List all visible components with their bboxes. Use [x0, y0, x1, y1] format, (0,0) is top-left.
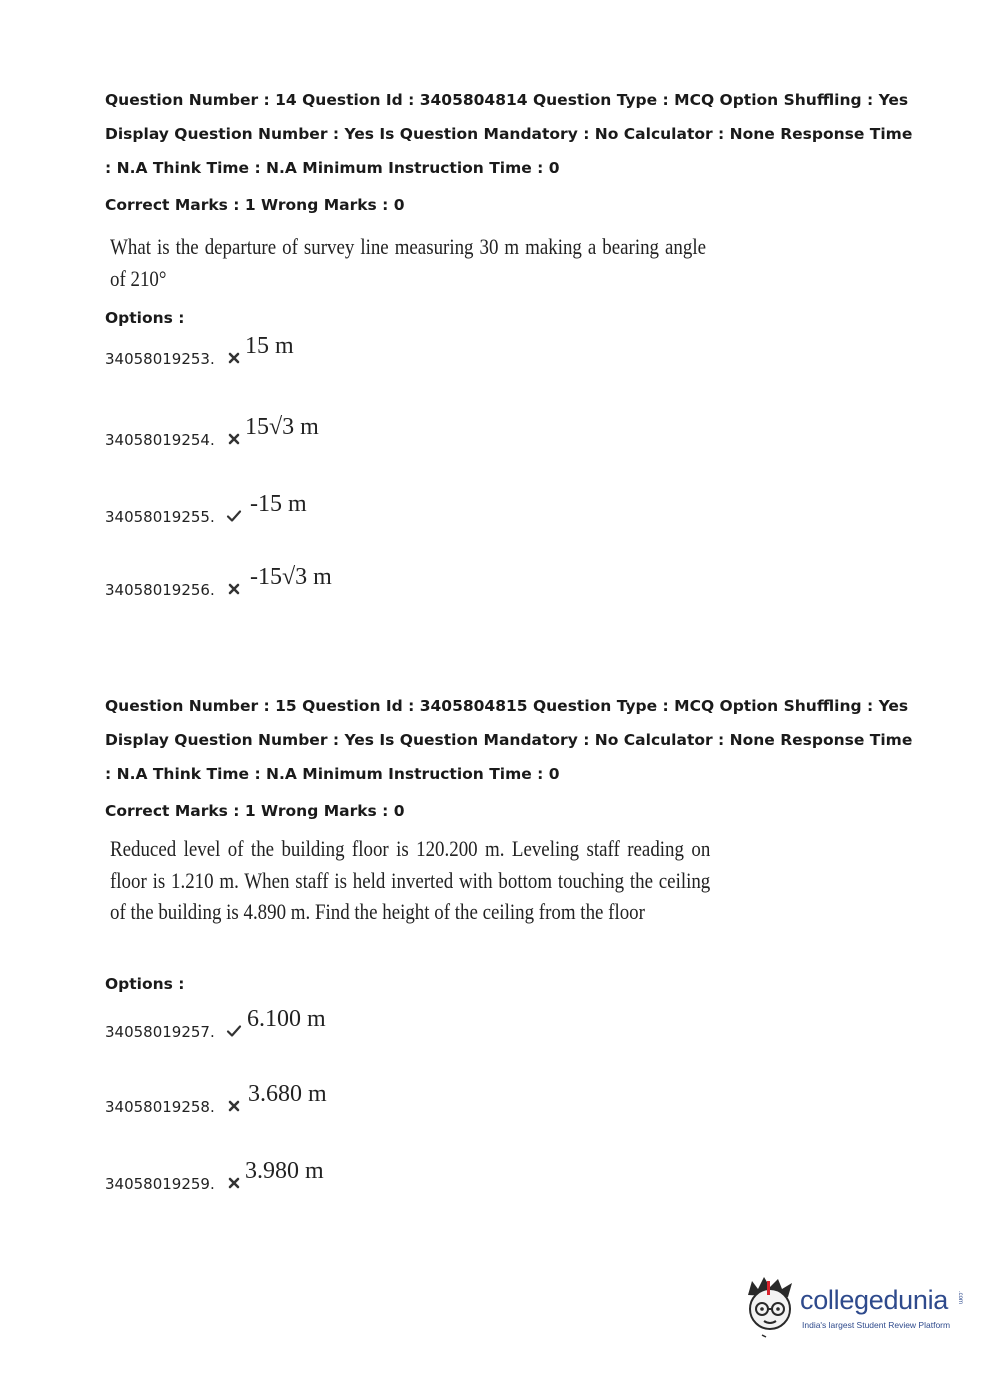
option-value: 3.680 m: [248, 1081, 327, 1107]
cross-icon: [226, 431, 242, 447]
question-15-options-label: Options :: [105, 975, 185, 993]
question-14-text: What is the departure of survey line measuring 30 m making a bearing angle of 210°: [110, 234, 706, 291]
logo-tagline: India's largest Student Review Platform: [802, 1320, 951, 1330]
option-value: 6.100 m: [247, 1006, 326, 1032]
option-id: 34058019256.: [105, 581, 215, 599]
option-value: -15 m: [250, 491, 307, 517]
cross-icon: [226, 581, 242, 597]
check-icon: [226, 1023, 242, 1039]
option-id: 34058019254.: [105, 431, 215, 449]
option-id: 34058019257.: [105, 1023, 215, 1041]
logo-suffix: .com: [957, 1291, 963, 1305]
option-value: 15 m: [245, 333, 294, 359]
question-15-meta: Question Number : 15 Question Id : 3405804815 Question Type : MCQ Option Shuffling : Yes Display Question Number : Yes Is Question Mandatory : No Calculator : None Response Time : N.A Think Time : N.A Minimum Instruction Time : 0: [105, 697, 913, 783]
cross-icon: [226, 1175, 242, 1191]
option-id: 34058019255.: [105, 508, 215, 526]
logo-name: collegedunia: [800, 1285, 949, 1315]
question-14-options-label: Options :: [105, 309, 185, 327]
option-value: 3.980 m: [245, 1158, 324, 1184]
question-15-marks: Correct Marks : 1 Wrong Marks : 0: [105, 802, 405, 820]
question-14-meta: Question Number : 14 Question Id : 3405804814 Question Type : MCQ Option Shuffling : Yes Display Question Number : Yes Is Question Mandatory : No Calculator : None Response Time : N.A Think Time : N.A Minimum Instruction Time : 0: [105, 91, 913, 177]
collegedunia-logo: [742, 1275, 970, 1345]
cross-icon: [226, 350, 242, 366]
check-icon: [226, 508, 242, 524]
cross-icon: [226, 1098, 242, 1114]
option-value: -15√3 m: [250, 564, 332, 590]
option-id: 34058019253.: [105, 350, 215, 368]
option-id: 34058019259.: [105, 1175, 215, 1193]
option-value: 15√3 m: [245, 414, 319, 440]
question-15-text: Reduced level of the building floor is 120.200 m. Leveling staff reading on floor is 1.210 m. When staff is held inverted with bottom touching the ceiling of the building is 4.890 m. Find the height of the ceiling from the floor: [110, 836, 711, 924]
option-id: 34058019258.: [105, 1098, 215, 1116]
question-14-marks: Correct Marks : 1 Wrong Marks : 0: [105, 196, 405, 214]
student-mascot-icon: [742, 1275, 800, 1341]
